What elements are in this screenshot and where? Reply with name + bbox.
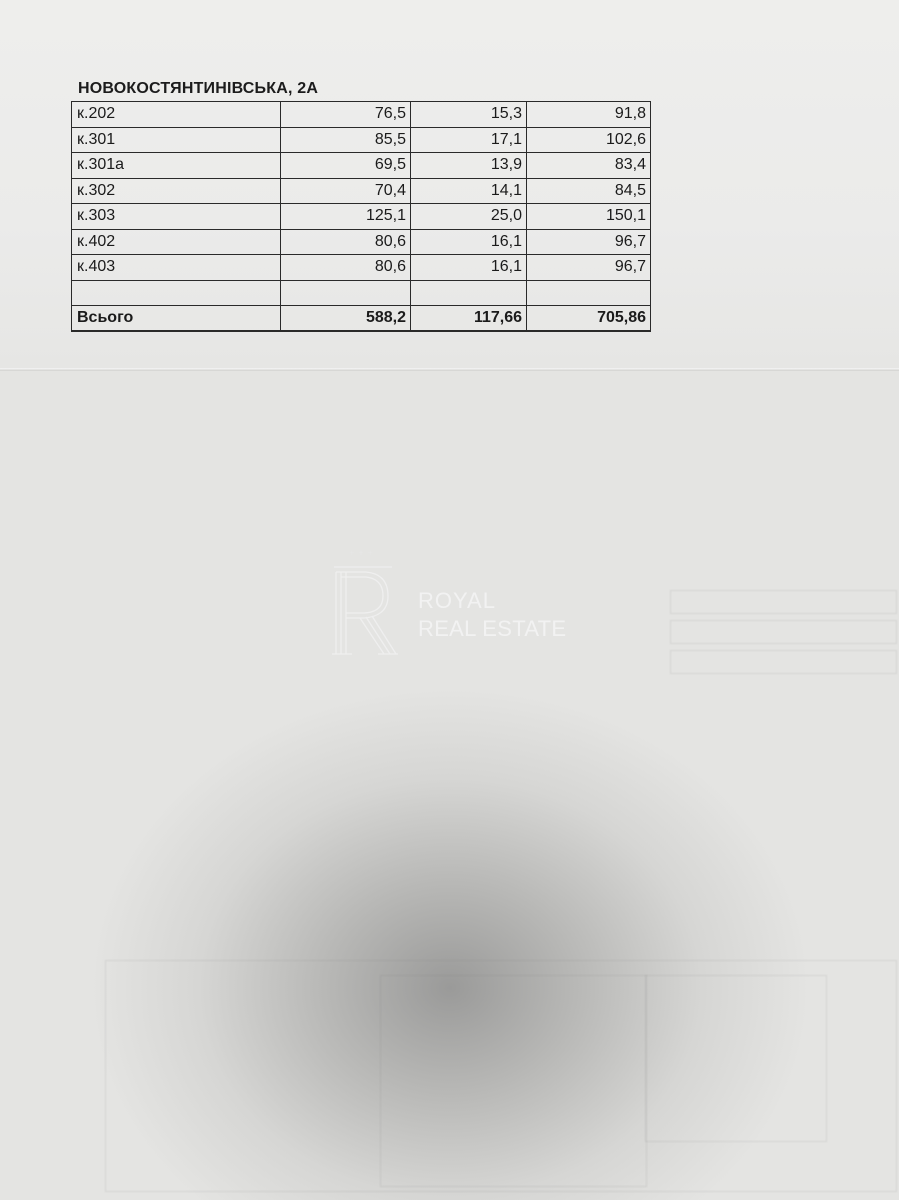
total-label: Всього	[72, 306, 281, 332]
table-row	[72, 229, 651, 255]
brand-tagline: REAL ESTATE	[418, 616, 567, 641]
room-cell	[72, 280, 281, 306]
table-row	[72, 153, 651, 179]
room-cell: к.302	[72, 178, 281, 204]
value-cell: 14,1	[411, 178, 527, 204]
value-cell: 96,7	[527, 229, 651, 255]
royal-r-emblem-icon	[330, 548, 400, 658]
total-value: 117,66	[411, 306, 527, 332]
table-row	[72, 204, 651, 230]
bleed-through-plan	[380, 975, 647, 1187]
value-cell: 16,1	[411, 229, 527, 255]
value-cell: 13,9	[411, 153, 527, 179]
value-cell: 17,1	[411, 127, 527, 153]
page-edge	[0, 368, 899, 371]
value-cell: 69,5	[281, 153, 411, 179]
value-cell	[411, 280, 527, 306]
value-cell: 16,1	[411, 255, 527, 281]
table-row	[72, 255, 651, 281]
bleed-through-box	[670, 590, 897, 614]
value-cell: 125,1	[281, 204, 411, 230]
value-cell	[527, 280, 651, 306]
table-row	[72, 178, 651, 204]
value-cell: 91,8	[527, 102, 651, 128]
value-cell: 83,4	[527, 153, 651, 179]
value-cell: 25,0	[411, 204, 527, 230]
bleed-through-plan	[645, 975, 827, 1142]
table-row	[72, 280, 651, 306]
value-cell: 85,5	[281, 127, 411, 153]
room-cell: к.301	[72, 127, 281, 153]
total-row	[72, 306, 651, 332]
value-cell: 80,6	[281, 229, 411, 255]
address-heading: НОВОКОСТЯНТИНІВСЬКА, 2А	[78, 80, 319, 97]
room-cell: к.303	[72, 204, 281, 230]
value-cell	[281, 280, 411, 306]
total-value: 588,2	[281, 306, 411, 332]
total-value: 705,86	[527, 306, 651, 332]
value-cell: 102,6	[527, 127, 651, 153]
value-cell: 70,4	[281, 178, 411, 204]
value-cell: 76,5	[281, 102, 411, 128]
room-cell: к.202	[72, 102, 281, 128]
bleed-through-box	[670, 620, 897, 644]
value-cell: 15,3	[411, 102, 527, 128]
logo-stars: +++	[349, 548, 377, 558]
watermark-logo	[330, 548, 580, 658]
table-row	[72, 127, 651, 153]
value-cell: 150,1	[527, 204, 651, 230]
value-cell: 80,6	[281, 255, 411, 281]
rooms-table	[71, 101, 651, 332]
table-row	[72, 102, 651, 128]
value-cell: 84,5	[527, 178, 651, 204]
room-cell: к.402	[72, 229, 281, 255]
bleed-through-box	[670, 650, 897, 674]
room-cell: к.301а	[72, 153, 281, 179]
brand-name: ROYAL	[418, 588, 496, 613]
value-cell: 96,7	[527, 255, 651, 281]
room-cell: к.403	[72, 255, 281, 281]
